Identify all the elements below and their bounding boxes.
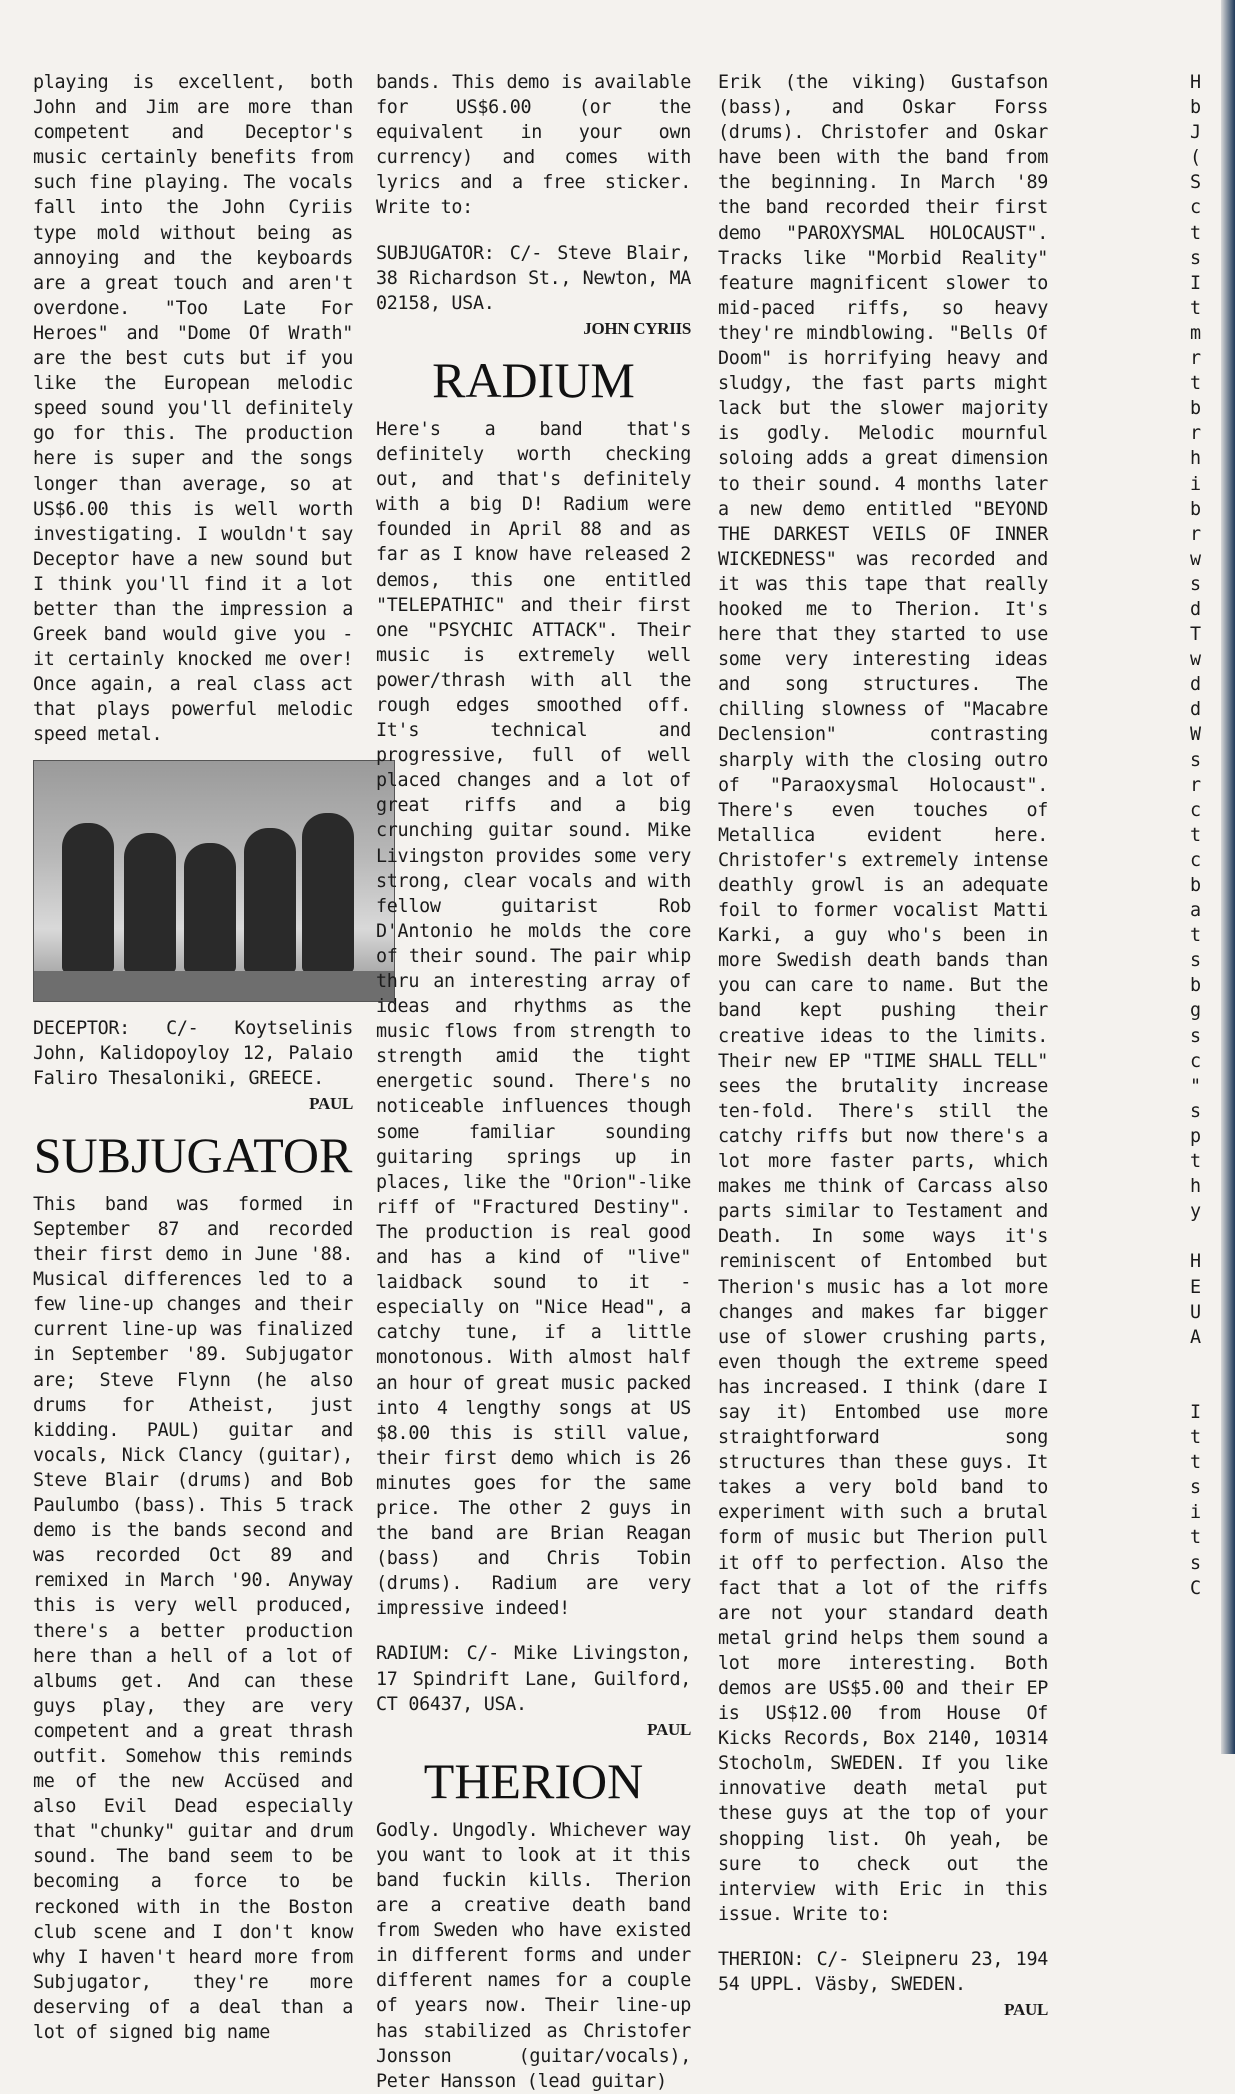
edge-letter: ( xyxy=(1190,147,1202,169)
edge-letter: m xyxy=(1190,322,1202,344)
edge-letter: A xyxy=(1190,1326,1202,1348)
edge-letter: H xyxy=(1190,72,1202,93)
edge-letter: I xyxy=(1190,1401,1202,1423)
edge-letter: " xyxy=(1190,1075,1202,1097)
heading-subjugator: SUBJUGATOR xyxy=(33,1126,353,1183)
edge-letter: d xyxy=(1190,598,1202,620)
therion-address: THERION: C/- Sleipneru 23, 194 54 UPPL. Väsby, SWEDEN. xyxy=(718,1948,1048,1996)
edge-letter: s xyxy=(1190,749,1202,771)
edge-letter: I xyxy=(1190,272,1202,294)
edge-letter: t xyxy=(1190,1427,1202,1449)
edge-letter: t xyxy=(1190,1527,1202,1549)
author-signature: PAUL xyxy=(1004,2000,1048,2020)
edge-letter: t xyxy=(1190,925,1202,947)
radium-address: RADIUM: C/- Mike Livingston, 17 Spindrift Lane, Guilford, CT 06437, USA. xyxy=(376,1643,691,1715)
edge-letter: b xyxy=(1190,875,1202,896)
edge-letter: b xyxy=(1190,975,1202,997)
edge-letter: c xyxy=(1190,197,1202,219)
edge-letter: b xyxy=(1190,398,1202,420)
edge-letter: b xyxy=(1190,97,1202,119)
edge-letter: i xyxy=(1190,473,1202,495)
band-photo-deceptor xyxy=(33,760,395,1002)
edge-letter: d xyxy=(1190,674,1202,696)
edge-letter: t xyxy=(1190,1452,1202,1474)
column-2 xyxy=(376,70,691,2094)
edge-letter: s xyxy=(1190,1477,1202,1499)
edge-letter: s xyxy=(1190,247,1202,269)
edge-letter: c xyxy=(1190,1050,1202,1072)
edge-letter: s xyxy=(1190,1552,1202,1574)
deceptor-review-end: playing is excellent, both John and Jim are more than competent and Deceptor's music certainly benefits from such fine playing. The vocals fall into the John Cyriis type mold without being as annoying and the keyboards are a great touch and aren't overdone. "Too Late For Heroes" and "Dome Of Wrath" are the best cuts but if you like the European melodic speed sound you'll definitely go for this. The production here is super and the songs longer than average, so at US$6.00 this is well worth investigating. I wouldn't say Deceptor have a new sound but I think you'll find it a lot better than the impression a Greek band would give you - it certainly knocked me over! Once again, a real class act that plays powerful melodic speed metal. xyxy=(33,72,353,746)
edge-letter: r xyxy=(1190,523,1202,545)
subjugator-review: This band was formed in September 87 and recorded their first demo in June '88. Musical differences led to a few line-up changes and their current line-up was finalized in September '89. Subjugator are; Steve Flynn (he also drums for Atheist, just kidding. PAUL) guitar and vocals, Nick Clancy (guitar), Steve Blair (drums) and Bob Paulumbo (bass). This 5 track demo is the bands second and was recorded Oct 89 and remixed in March '90. Anyway this is very well produced, there's a better production here than a hell of a lot of albums get. And can these guys play, they are very competent and a great thrash outfit. Somehow this reminds me of the new Accüsed and also Evil Dead especially that "chunky" guitar and drum sound. The band seem to be becoming a force to be reckoned with in the Boston club scene and I don't know why I haven't heard more from Subjugator, they're more deserving of a deal than a lot of signed big name xyxy=(33,1193,353,2043)
edge-letter: c xyxy=(1190,849,1202,871)
radium-review: Here's a band that's definitely worth checking out, and that's definitely with a big D! Radium were founded in April 88 and as far as I know have released 2 demos, this one entitled "TELEPATHIC" and their first one "PSYCHIC ATTACK". Their music is extremely well power/thrash with all the rough edges smoothed off. It's technical and progressive, full of well placed changes and a lot of great riffs and a big crunching guitar sound. Mike Livingston provides some very strong, clear vocals and with fellow guitarist Rob D'Antonio he molds the core of their sound. The pair whip thru an interesting array of ideas and rhythms as the music flows from strength to strength amid the tight energetic sound. There's no noticeable influences though some familiar sounding guitaring springs up in places, like the "Orion"-like riff of "Fractured Destiny". The production is real good and has a kind of "live" laidback sound to it - especially on "Nice Head", a catchy tune, if a little monotonous. With almost half an hour of great music packed into 4 lengthy songs at US $8.00 this is still value, their first demo which is 26 minutes goes for the same price. The other 2 guys in the band are Brian Reagan (bass) and Chris Tobin (drums). Radium are very impressive indeed! xyxy=(376,418,691,1620)
subjugator-address: SUBJUGATOR: C/- Steve Blair, 38 Richardson St., Newton, MA 02158, USA. xyxy=(376,242,691,314)
edge-letter: c xyxy=(1190,799,1202,821)
edge-letter: U xyxy=(1190,1301,1202,1323)
edge-letter: H xyxy=(1190,1251,1202,1273)
author-signature: PAUL xyxy=(647,1719,691,1739)
edge-letter: h xyxy=(1190,448,1202,470)
author-signature: PAUL xyxy=(309,1093,353,1113)
edge-letter: T xyxy=(1190,624,1202,646)
edge-letter: g xyxy=(1190,1000,1202,1022)
heading-radium: RADIUM xyxy=(432,351,635,408)
column-3 xyxy=(718,70,1048,2022)
edge-letter: a xyxy=(1190,900,1202,922)
edge-letter: C xyxy=(1190,1577,1202,1599)
edge-letter: W xyxy=(1190,724,1202,746)
edge-letter: t xyxy=(1190,824,1202,846)
edge-letter: s xyxy=(1190,950,1202,972)
edge-letter: b xyxy=(1190,498,1202,520)
edge-letter: s xyxy=(1190,1100,1202,1122)
column-1 xyxy=(33,70,353,2045)
author-signature: JOHN CYRIIS xyxy=(583,318,691,338)
edge-letter: p xyxy=(1190,1125,1202,1147)
edge-letter: S xyxy=(1190,172,1202,194)
heading-therion: THERION xyxy=(423,1752,644,1809)
edge-letter: w xyxy=(1190,649,1202,671)
therion-review-start: Godly. Ungodly. Whichever way you want to look at it this band fuckin kills. Therion are a creative death band from Sweden who have existed in different forms and under different names for a couple of years now. Their line-up has stabilized as Christofer Jonsson (guitar/vocals), Peter Hansson (lead guitar) xyxy=(376,1819,691,2092)
edge-letter: s xyxy=(1190,573,1202,595)
edge-letter: t xyxy=(1190,222,1202,244)
edge-letter: J xyxy=(1190,122,1202,144)
edge-letter: r xyxy=(1190,423,1202,445)
edge-letter: i xyxy=(1190,1502,1202,1524)
page-edge xyxy=(1221,0,1235,1754)
edge-letter: h xyxy=(1190,1176,1202,1198)
edge-letter: t xyxy=(1190,373,1202,395)
edge-letter: w xyxy=(1190,548,1202,570)
edge-letter: r xyxy=(1190,774,1202,796)
subjugator-review-end: bands. This demo is available for US$6.00 (or the equivalent in your own currency) and comes with lyrics and a free sticker. Write to: xyxy=(376,72,691,219)
edge-letter: t xyxy=(1190,1151,1202,1173)
edge-letter: E xyxy=(1190,1276,1202,1298)
edge-letter: y xyxy=(1190,1201,1202,1223)
therion-review: Erik (the viking) Gustafson (bass), and Oskar Forss (drums). Christofer and Oskar have been with the band from the beginning. In March '89 the band recorded their first demo "PAROXYSMAL HOLOCAUST". Tracks like "Morbid Reality" feature magnificent slower to mid-paced riffs, so heavy they're mindblowing. "Bells Of Doom" is horrifying heavy and sludgy, the fast parts might lack but the slower majority is godly. Melodic mournful soloing adds a great dimension to their sound. 4 months later a new demo entitled "BEYOND THE DARKEST VEILS OF INNER WICKEDNESS" was recorded and it was this tape that really hooked me to Therion. It's here that they started to use some very interesting ideas and song structures. The chilling slowness of "Macabre Declension" contrasting sharply with the closing outro of "Paraoxysmal Holocaust". There's even touches of Metallica evident here. Christofer's extremely intense deathly growl is an adequate foil to former vocalist Matti Karki, a guy who's been in more Swedish death bands than you can care to name. But the band kept pushing their creative ideas to the limits. Their new EP "TIME SHALL TELL" sees the brutality increase ten-fold. There's still the catchy riffs but now there's a lot more faster parts, which makes me think of Carcass also parts similar to Testament and Death. In some ways it's reminiscent of Entombed but Therion's music has a lot more changes and makes far bigger use of slower crushing parts, even though the extreme speed has increased. I think (dare I say it) Entombed use more straightforward song structures than these guys. It takes a very bold band to experiment with such a brutal form of music but Therion pull it off to perfection. Also the fact that a lot of the riffs are not your standard death metal grind helps them sound a lot more interesting. Both demos are US$5.00 and their EP is US$12.00 from House Of Kicks Records, Box 2140, 10314 Stocholm, SWEDEN. If you like innovative death metal put these guys at the top of your shopping list. Oh yeah, be sure to check out the interview with Eric in this issue. Write to: xyxy=(718,72,1048,1925)
deceptor-address: DECEPTOR: C/- Koytselinis John, Kalidopoyloy 12, Palaio Faliro Thesaloniki, GREECE. xyxy=(33,1017,353,1089)
edge-letter: d xyxy=(1190,699,1202,721)
edge-letter: t xyxy=(1190,297,1202,319)
edge-letter: r xyxy=(1190,348,1202,370)
edge-letter: s xyxy=(1190,1025,1202,1047)
